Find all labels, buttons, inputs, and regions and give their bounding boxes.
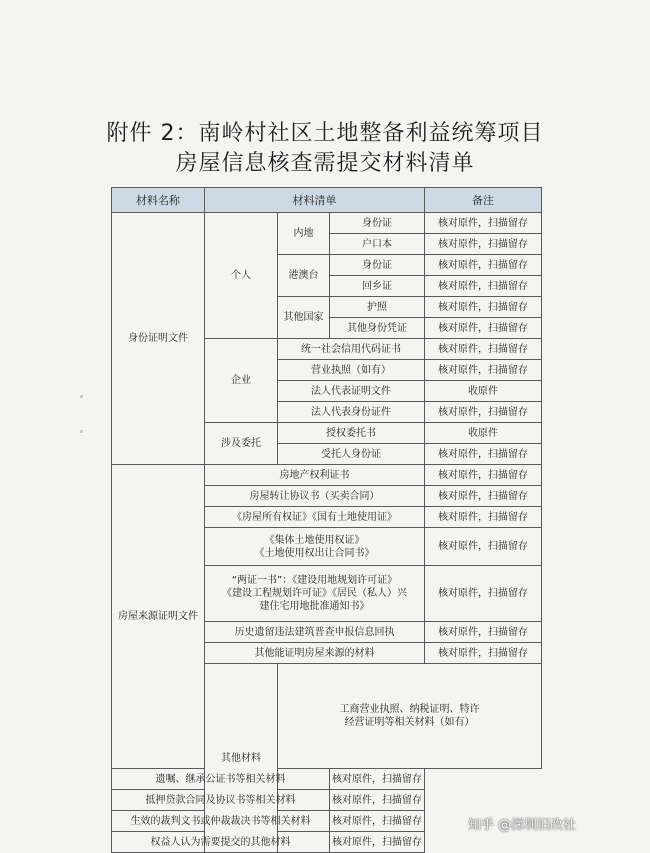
item-property-cert: 房地产权利证书 [205, 465, 425, 486]
item-rights: 权益人认为需要提交的其他材料 [112, 832, 330, 853]
table-header-row [112, 188, 542, 213]
item-other-id: 其他身份凭证 [330, 318, 425, 339]
note-cell: 收原件 [425, 381, 542, 402]
note-cell: 核对原件，扫描留存 [425, 234, 542, 255]
item-mortgage: 抵押贷款合同及协议书等相关材料 [112, 790, 330, 811]
item-license: 营业执照（如有） [278, 360, 425, 381]
item-biz-line2: 经营证明等相关材料（如有） [344, 717, 475, 728]
note-cell: 核对原件，扫描留存 [425, 465, 542, 486]
table-row [112, 213, 542, 234]
header-materials: 材料清单 [205, 188, 425, 213]
region-hmt: 港澳台 [278, 255, 330, 297]
item-legal-rep-cert: 法人代表证明文件 [278, 381, 425, 402]
item-will: 遗嘱、继承公证书等相关材料 [112, 769, 330, 790]
group-enterprise: 企业 [205, 339, 278, 423]
item-certs-line2: 《建设工程规划许可证》《居民（私人）兴 [222, 588, 407, 599]
item-collective-line2: 《土地使用权出让合同书》 [254, 547, 375, 559]
scan-speck [80, 430, 83, 433]
note-cell: 核对原件，扫描留存 [330, 832, 425, 853]
table-row [112, 832, 542, 853]
region-foreign: 其他国家 [278, 297, 330, 339]
note-cell: 核对原件，扫描留存 [425, 622, 542, 643]
note-cell: 收原件 [425, 423, 542, 444]
note-cell: 核对原件，扫描留存 [330, 790, 425, 811]
document-title-line1: 附件 2：南岭村社区土地整备利益统筹项目 [106, 121, 544, 146]
note-cell: 核对原件，扫描留存 [330, 769, 425, 790]
note-cell: 核对原件，扫描留存 [425, 297, 542, 318]
item-legal-rep-id: 法人代表身份证件 [278, 402, 425, 423]
category-other: 其他材料 [205, 664, 278, 853]
table-row [112, 790, 542, 811]
item-biz-line1: 工商营业执照、纳税证明、特许 [339, 704, 480, 715]
note-cell: 核对原件，扫描留存 [425, 276, 542, 297]
item-collective [205, 528, 425, 566]
item-ruling: 生效的裁判文书或仲裁裁决书等相关材料 [112, 811, 330, 832]
item-ownership: 《房屋所有权证》《国有土地使用证》 [205, 507, 425, 528]
watermark-brand: 知乎 [468, 818, 495, 833]
item-passport: 护照 [330, 297, 425, 318]
category-identity: 身份证明文件 [112, 213, 205, 465]
note-cell: 核对原件，扫描留存 [425, 213, 542, 234]
note-cell: 核对原件，扫描留存 [330, 811, 425, 832]
item-other-proof: 其他能证明房屋来源的材料 [205, 643, 425, 664]
materials-table [111, 187, 542, 853]
note-cell: 核对原件，扫描留存 [425, 566, 542, 622]
note-cell: 核对原件，扫描留存 [425, 507, 542, 528]
watermark [468, 814, 576, 833]
item-agent-id: 受托人身份证 [278, 444, 425, 465]
item-transfer: 房屋转让协议书（买卖合同） [205, 486, 425, 507]
scan-speck [80, 395, 83, 398]
header-category: 材料名称 [112, 188, 205, 213]
note-cell: 核对原件，扫描留存 [425, 643, 542, 664]
region-mainland: 内地 [278, 213, 330, 255]
item-id-card: 身份证 [330, 213, 425, 234]
table-row [112, 465, 542, 486]
note-cell: 核对原件，扫描留存 [425, 444, 542, 465]
item-certs-line3: 建住宅用地批准通知书》 [259, 601, 370, 612]
item-hmt-id: 身份证 [330, 255, 425, 276]
item-two-certs-one-book [205, 566, 425, 622]
item-credit-code: 统一社会信用代码证书 [278, 339, 425, 360]
table-row [112, 769, 542, 790]
note-cell: 核对原件，扫描留存 [425, 255, 542, 276]
item-return-permit: 回乡证 [330, 276, 425, 297]
item-poa: 授权委托书 [278, 423, 425, 444]
group-individual: 个人 [205, 213, 278, 339]
note-cell: 核对原件，扫描留存 [425, 318, 542, 339]
item-certs-line1: “两证一书”：《建设用地规划许可证》 [231, 575, 398, 586]
item-biz-materials [278, 664, 542, 769]
note-cell: 核对原件，扫描留存 [425, 528, 542, 566]
item-collective-line1: 《集体土地使用权证》 [264, 534, 365, 546]
item-hukou: 户口本 [330, 234, 425, 255]
category-house: 房屋来源证明文件 [112, 465, 205, 769]
item-census: 历史遗留违法建筑普查申报信息回执 [205, 622, 425, 643]
note-cell: 核对原件，扫描留存 [425, 360, 542, 381]
group-entrust: 涉及委托 [205, 423, 278, 465]
document-title-line2: 房屋信息核查需提交材料清单 [175, 151, 475, 176]
note-cell: 核对原件，扫描留存 [425, 339, 542, 360]
note-cell: 核对原件，扫描留存 [425, 486, 542, 507]
note-cell: 核对原件，扫描留存 [425, 402, 542, 423]
header-note: 备注 [425, 188, 542, 213]
watermark-author: @深圳旧改社 [498, 818, 577, 833]
